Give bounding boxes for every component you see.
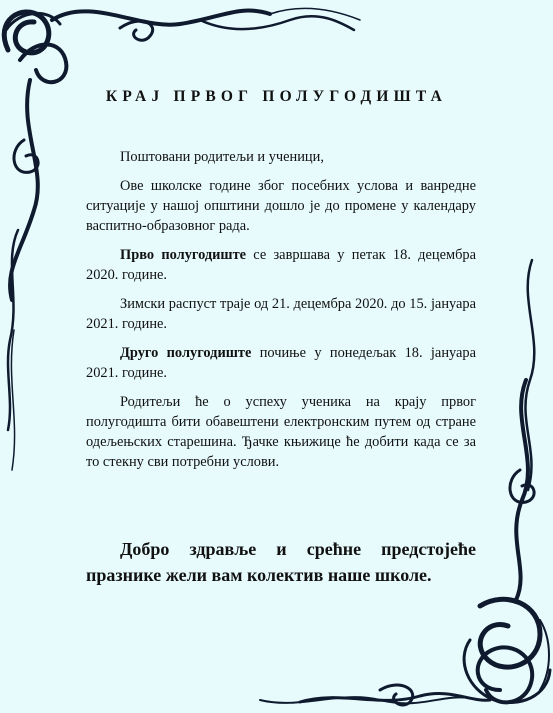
greeting: Поштовани родитељи и ученици, <box>120 149 324 165</box>
second-semester-text: почиње у понедељак 18. јануара 2021. године. <box>86 345 476 381</box>
first-semester-text: се завршава у петак 18. децембра 2020. године. <box>86 247 476 283</box>
first-semester-label: Прво полугодиште <box>120 247 247 263</box>
paragraph-schedule-change: Ове школске године због посебних услова и ванредне ситуације у нашој општини дошло је до промене у календару васпитно-образовног рада. <box>86 178 476 234</box>
paragraph-second-semester <box>86 343 476 383</box>
paragraph-winter-break: Зимски распуст траје од 21. децембра 2020. до 15. јануара 2021. године. <box>86 296 476 332</box>
notice-body <box>86 147 476 481</box>
paragraph-first-semester <box>86 245 476 285</box>
closing-wishes: Добро здравље и срећне предстојеће празнике жели вам колектив наше школе. <box>86 539 476 585</box>
page-title: КРАЈ ПРВОГ ПОЛУГОДИШТА <box>105 88 448 105</box>
paragraph-report-cards: Родитељи ће о успеху ученика на крају првог полугодишта бити обавештени електронским путем од стране одељењских старешина. Ђачке књижице ће добити када се за то стекну сви потребни услови. <box>86 394 476 470</box>
second-semester-label: Друго полугодиште <box>120 345 252 361</box>
